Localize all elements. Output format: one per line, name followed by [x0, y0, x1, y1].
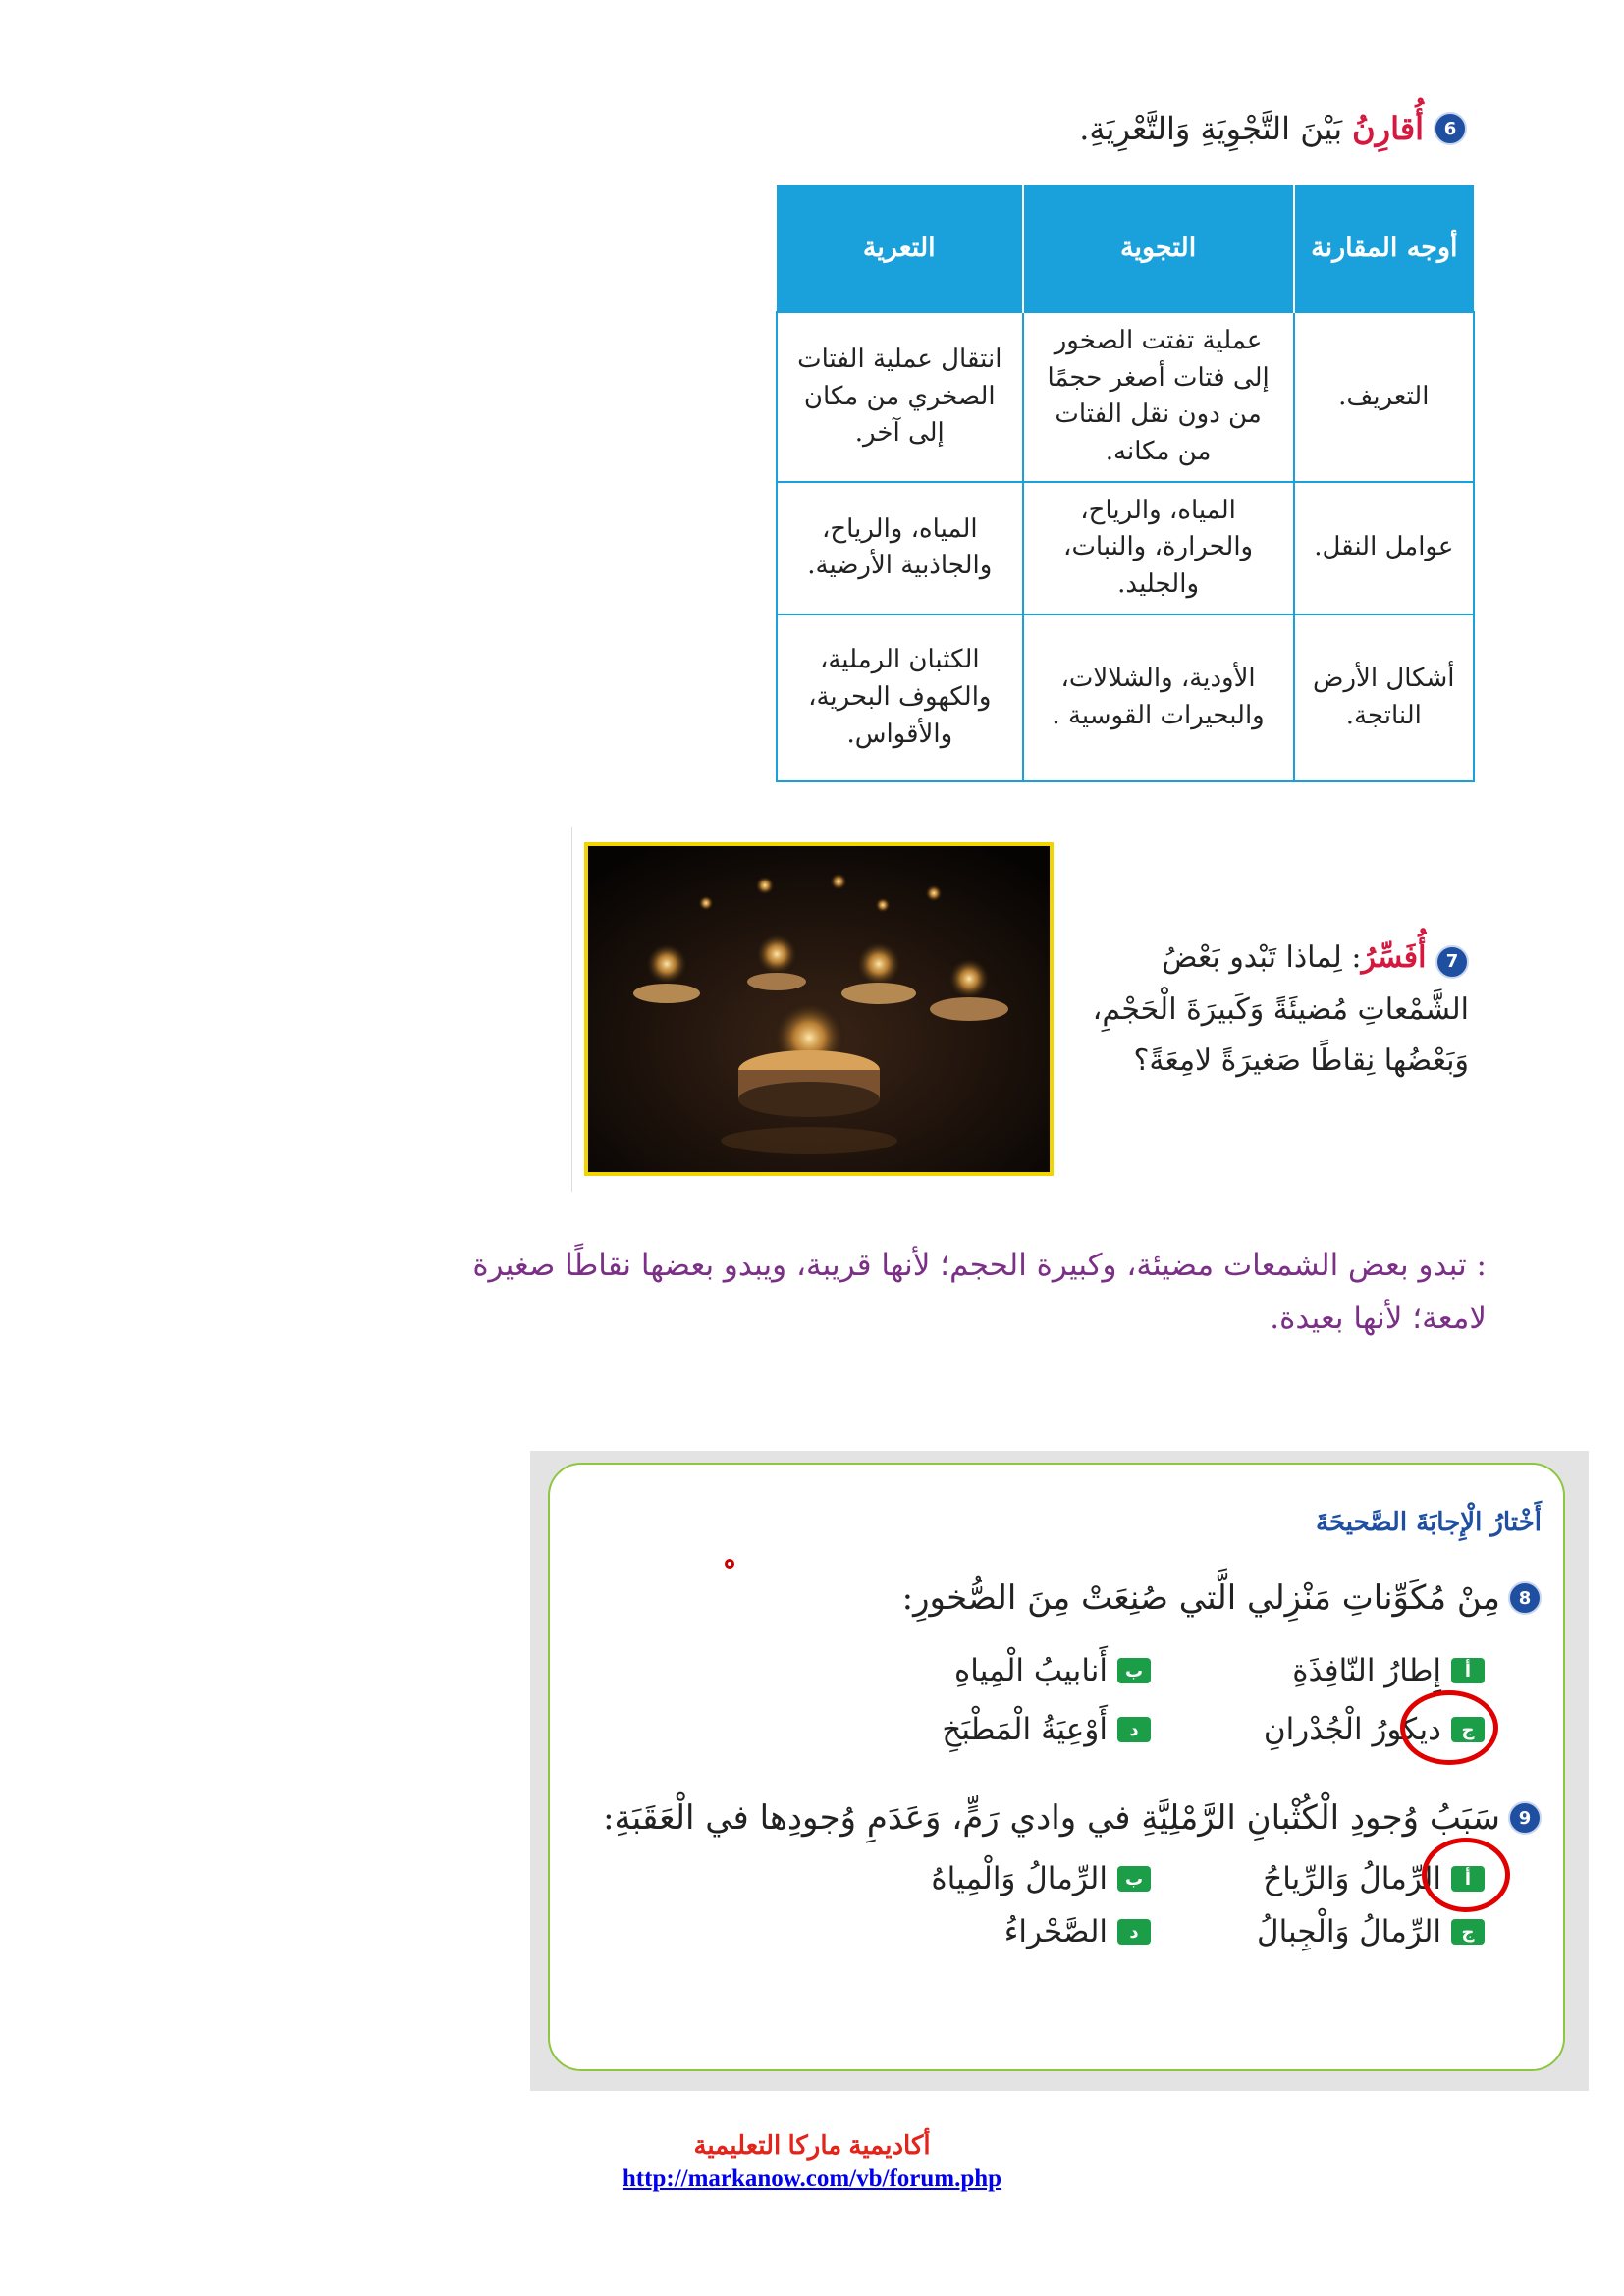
answer-text: : تبدو بعض الشمعات مضيئة، وكبيرة الحجم؛ لأنها قريبة، ويبدو بعضها نقاطًا صغيرة لامعة؛ لأنها بعيدة. — [472, 1248, 1487, 1337]
multiple-choice-panel — [530, 1451, 1589, 2091]
table-row — [777, 614, 1474, 781]
table-cell: الأودية، والشلالات، والبحيرات القوسية . — [1023, 614, 1294, 781]
question-verb: أُفَسِّرُ — [1361, 940, 1427, 975]
question-6-heading — [1079, 110, 1467, 147]
mcq-title: أَخْتارُ الْإِجابَةَ الصَّحيحَةَ — [1316, 1508, 1542, 1537]
question-verb: أُقارِنُ — [1352, 110, 1424, 147]
table-header: التجوية — [1023, 185, 1294, 312]
table-cell: عملية تفتت الصخور إلى فتات أصغر حجمًا من دون نقل الفتات من مكانه. — [1023, 312, 1294, 482]
table-row — [777, 312, 1474, 482]
option-b[interactable] — [931, 1861, 1151, 1896]
table-header: أوجه المقارنة — [1294, 185, 1474, 312]
table-row — [777, 482, 1474, 614]
question-number-badge: 6 — [1434, 112, 1467, 145]
question-number-badge: 9 — [1508, 1801, 1542, 1835]
table-cell: الكثبان الرملية، والكهوف البحرية، والأقواس. — [777, 614, 1023, 781]
candles-photo — [584, 842, 1054, 1176]
question-number-badge: 7 — [1435, 945, 1469, 979]
option-text: أَنابيبُ الْمِياهِ — [954, 1653, 1108, 1688]
footer-link[interactable]: http://markanow.com/vb/forum.php — [622, 2165, 1002, 2192]
option-d[interactable] — [1004, 1914, 1151, 1949]
option-letter-badge: د — [1117, 1717, 1151, 1742]
option-letter-badge: ج — [1451, 1919, 1485, 1945]
option-text: أَوْعِيَةُ الْمَطْبَخِ — [942, 1712, 1108, 1747]
red-dot-mark — [725, 1559, 734, 1569]
option-letter-badge: ج — [1451, 1717, 1485, 1742]
option-text: الرِّمالُ وَالْمِياهُ — [931, 1861, 1108, 1896]
candle-photo-frame — [571, 827, 1057, 1192]
option-d[interactable] — [942, 1712, 1151, 1747]
question-8 — [902, 1578, 1542, 1618]
option-text: الرِّمالُ وَالرِّياحُ — [1263, 1861, 1441, 1896]
option-text: ديكورُ الْجُدْرانِ — [1263, 1712, 1441, 1747]
option-letter-badge: ب — [1117, 1866, 1151, 1892]
option-letter-badge: د — [1117, 1919, 1151, 1945]
table-cell: عوامل النقل. — [1294, 482, 1474, 614]
option-text: الرِّمالُ وَالْجِبالُ — [1257, 1914, 1441, 1949]
multiple-choice-box — [548, 1463, 1565, 2071]
question-text: سَبَبُ وُجودِ الْكُثْبانِ الرَّمْلِيَّةِ في وادي رَمٍّ، وَعَدَمِ وُجودِها في الْعَقَبَةِ: — [603, 1798, 1500, 1838]
table-cell: أشكال الأرض الناتجة. — [1294, 614, 1474, 781]
option-letter-badge: أ — [1451, 1866, 1485, 1892]
option-text: الصَّحْراءُ — [1003, 1914, 1108, 1949]
question-text: مِنْ مُكَوِّناتِ مَنْزِلي الَّتي صُنِعَتْ مِنَ الصُّخورِ: — [901, 1578, 1500, 1618]
option-c[interactable] — [1257, 1914, 1485, 1949]
table-cell: التعريف. — [1294, 312, 1474, 482]
question-number-badge: 8 — [1508, 1581, 1542, 1615]
candles-image — [588, 846, 1050, 1172]
answer-circle-mark — [1422, 1838, 1510, 1912]
table-cell: المياه، والرياح، والحرارة، والنبات، والجليد. — [1023, 482, 1294, 614]
option-a[interactable] — [1292, 1653, 1485, 1688]
question-9 — [603, 1798, 1542, 1838]
question-text: بَيْنَ التَّجْوِيَةِ وَالتَّعْرِيَةِ. — [1079, 110, 1343, 147]
option-text: إِطارُ النّافِذَةِ — [1292, 1653, 1441, 1688]
table-cell: انتقال عملية الفتات الصخري من مكان إلى آخر. — [777, 312, 1023, 482]
footer-organization: أكاديمية ماركا التعليمية — [693, 2130, 931, 2160]
question-text: : لِماذا تَبْدو بَعْضُ الشَّمْعاتِ مُضيئَةً وَكَبيرَةَ الْحَجْمِ، وَبَعْضُها نِقاطًا صَغيرَةً لامِعَةً؟ — [1092, 940, 1469, 1078]
option-letter-badge: أ — [1451, 1658, 1485, 1683]
table-cell: المياه، والرياح، والجاذبية الأرضية. — [777, 482, 1023, 614]
option-letter-badge: ب — [1117, 1658, 1151, 1683]
option-b[interactable] — [954, 1653, 1151, 1688]
table-header-row — [777, 185, 1474, 312]
table-header: التعرية — [777, 185, 1023, 312]
question-7 — [1056, 933, 1469, 1088]
answer-circle-mark — [1400, 1690, 1498, 1765]
comparison-table — [776, 185, 1475, 782]
